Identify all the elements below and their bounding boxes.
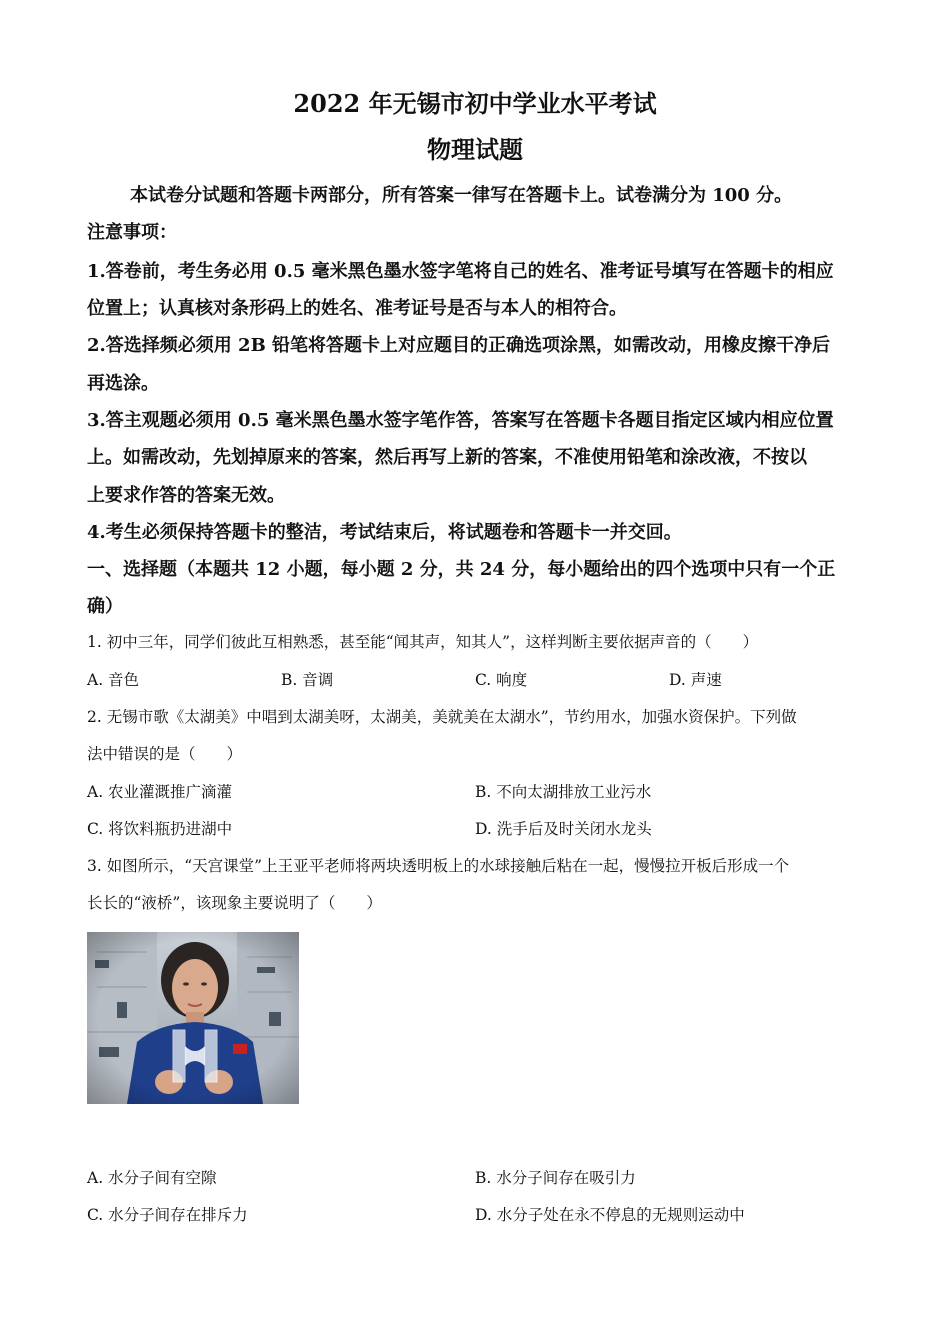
q1-option-d: D. 声速 <box>669 671 722 689</box>
notice-line: 2.答选择频必须用 2B 铅笔将答题卡上对应题目的正确选项涂黑，如需改动，用橡皮擦干净后 <box>87 335 831 356</box>
q1-option-c: C. 响度 <box>475 671 528 689</box>
q2-option-b: B. 不向太湖排放工业污水 <box>475 783 652 801</box>
section-heading: 一、选择题（本题共 12 小题，每小题 2 分，共 24 分，每小题给出的四个选项中只有一个正 <box>87 559 836 580</box>
notice-line: 3.答主观题必须用 0.5 毫米黑色墨水签字笔作答，答案写在答题卡各题目指定区域内相应位置 <box>87 410 834 431</box>
q3-option-d: D. 水分子处在永不停息的无规则运动中 <box>475 1206 745 1224</box>
exam-title: 2022 年无锡市初中学业水平考试 <box>293 89 657 118</box>
exam-subtitle: 物理试题 <box>427 135 523 164</box>
q3-option-b: B. 水分子间存在吸引力 <box>475 1169 636 1187</box>
q3-option-a: A. 水分子间有空隙 <box>87 1169 217 1187</box>
liquid-bridge-photo <box>87 932 299 1104</box>
notice-line: 1.答卷前，考生务必用 0.5 毫米黑色墨水签字笔将自己的姓名、准考证号填写在答题卡的相应 <box>87 261 834 282</box>
section-heading-cont: 确） <box>87 596 123 617</box>
notice-line: 上。如需改动，先划掉原来的答案，然后再写上新的答案，不准使用铅笔和涂改液，不按以 <box>87 447 807 468</box>
notice-line: 4.考生必须保持答题卡的整洁，考试结束后，将试题卷和答题卡一并交回。 <box>87 522 682 543</box>
notice-line: 再选涂。 <box>87 373 159 394</box>
q3-option-c: C. 水分子间存在排斥力 <box>87 1206 248 1224</box>
notice-line: 位置上；认真核对条形码上的姓名、准考证号是否与本人的相符合。 <box>87 298 627 319</box>
question-3-stem-cont: 长长的“液桥”，该现象主要说明了（ ） <box>87 894 382 912</box>
question-2-stem: 2. 无锡市歌《太湖美》中唱到太湖美呀，太湖美，美就美在太湖水”，节约用水，加强水资保护。下列做 <box>87 708 797 726</box>
notice-heading: 注意事项： <box>87 222 177 243</box>
question-1-stem: 1. 初中三年，同学们彼此互相熟悉，甚至能“闻其声，知其人”，这样判断主要依据声音的（ ） <box>87 633 759 651</box>
q2-option-a: A. 农业灌溉推广滴灌 <box>87 783 233 801</box>
intro-text: 本试卷分试题和答题卡两部分，所有答案一律写在答题卡上。试卷满分为 100 分。 <box>130 185 793 206</box>
question-3-stem: 3. 如图所示，“天宫课堂”上王亚平老师将两块透明板上的水球接触后粘在一起，慢慢拉开板后形成一个 <box>87 857 790 875</box>
q1-option-b: B. 音调 <box>281 671 334 689</box>
q2-option-c: C. 将饮料瓶扔进湖中 <box>87 820 233 838</box>
q2-option-d: D. 洗手后及时关闭水龙头 <box>475 820 652 838</box>
q1-option-a: A. 音色 <box>87 671 140 689</box>
question-2-stem-cont: 法中错误的是（ ） <box>87 745 243 763</box>
notice-line: 上要求作答的答案无效。 <box>87 485 285 506</box>
